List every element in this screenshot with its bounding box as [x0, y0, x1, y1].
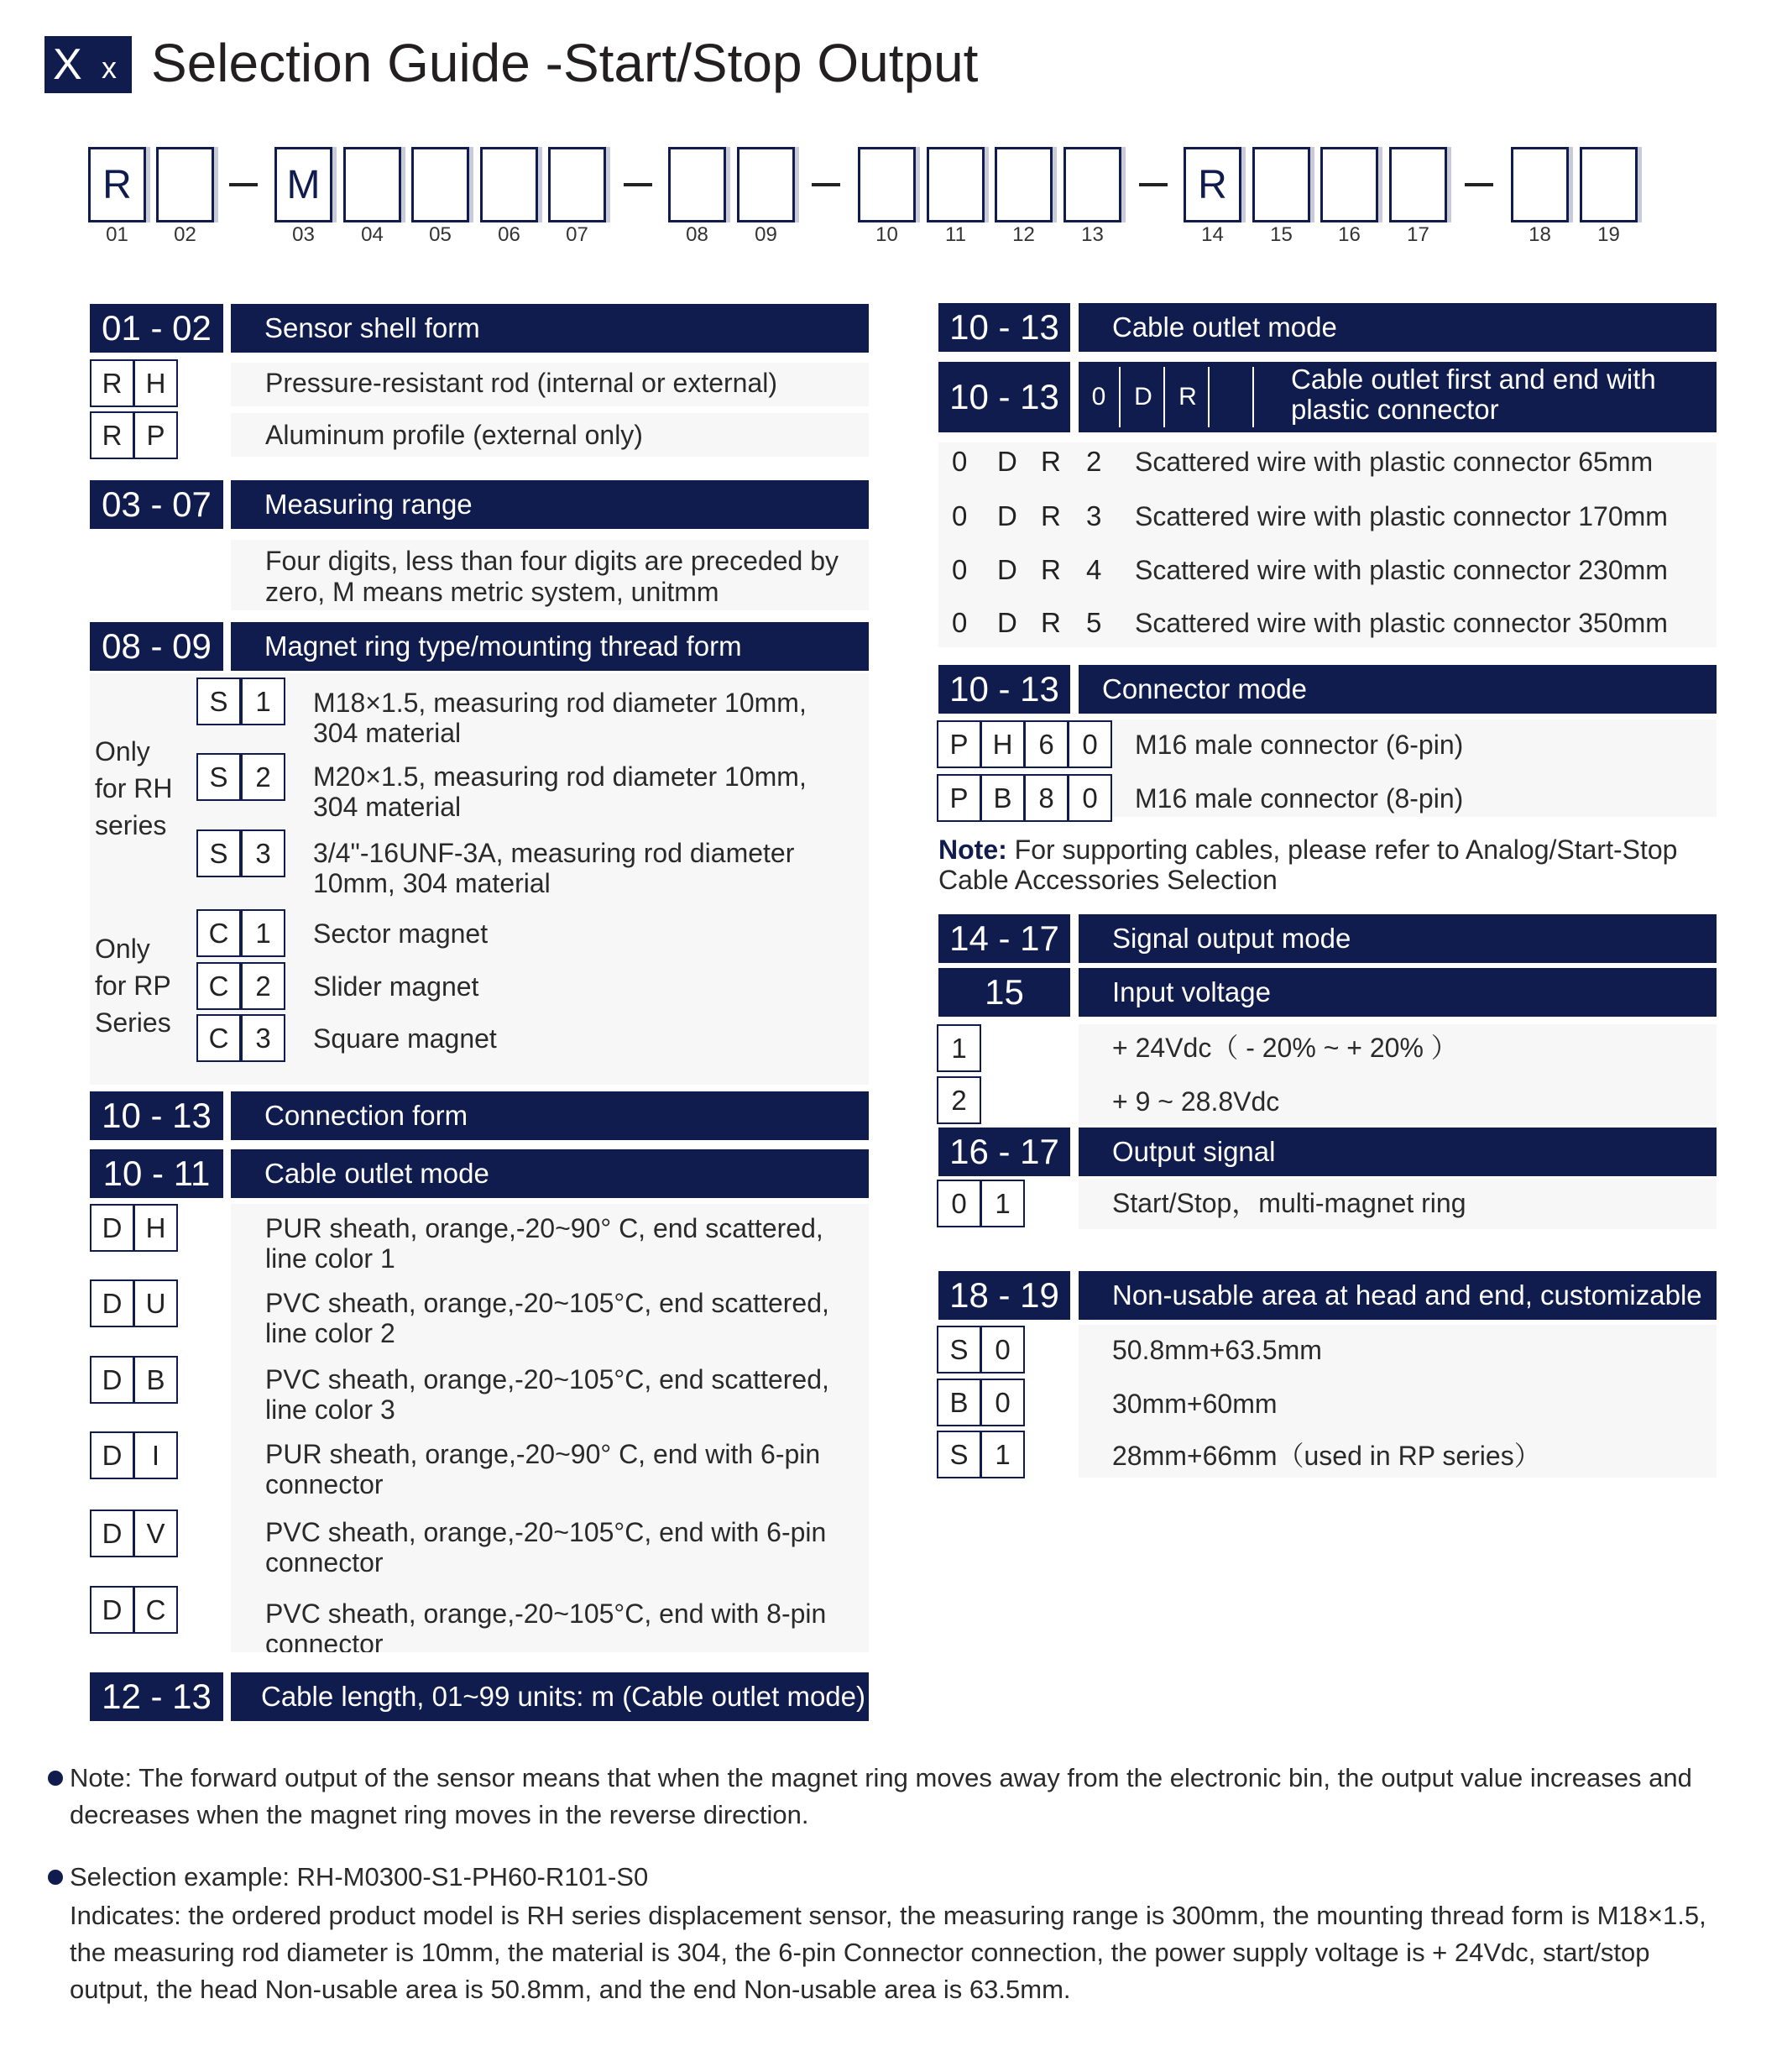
option-text: connector: [265, 1547, 384, 1578]
code-box-12: [995, 147, 1053, 222]
code-cell: 1: [241, 678, 285, 725]
code-cell: R: [90, 411, 134, 459]
code-cell: P: [937, 774, 981, 822]
code-position: 14: [1201, 223, 1224, 246]
bullet-icon: [48, 1771, 63, 1786]
code-cell: C: [196, 1014, 241, 1062]
section-tag-cable-mode: 10 - 11: [90, 1149, 223, 1198]
code-cell: D: [1123, 367, 1165, 427]
code-char: 0: [952, 607, 968, 638]
code-cell: S: [937, 1326, 981, 1373]
code-cell: 8: [1024, 774, 1069, 822]
option-text: Scattered wire with plastic connector 230mm: [1135, 555, 1668, 585]
code-box-09: [737, 147, 795, 222]
group-label-rp: Only: [95, 934, 150, 964]
code-dash: [624, 183, 652, 186]
option-text: + 9 ~ 28.8Vdc: [1112, 1086, 1280, 1117]
selection-explanation: the measuring rod diameter is 10mm, the material is 304, the 6-pin Connector connection, the power supply voltage is + 24Vdc, start/stop: [70, 1938, 1650, 1967]
code-box-11: [927, 147, 985, 222]
code-box-16: [1320, 147, 1378, 222]
code-position: 01: [106, 223, 128, 246]
brand-logo: [44, 36, 132, 93]
code-cell: U: [133, 1279, 178, 1327]
code-box-14: R: [1184, 147, 1241, 222]
code-cell: 3: [241, 829, 285, 877]
section-label-range: Measuring range: [231, 480, 869, 529]
code-cell: 0: [980, 1379, 1025, 1426]
code-cell: B: [133, 1356, 178, 1404]
code-cell: S: [196, 753, 241, 801]
code-cell: P: [133, 411, 178, 459]
code-box-10: [858, 147, 916, 222]
code-box-01: R: [88, 147, 146, 222]
code-char: R: [1041, 446, 1061, 477]
option-text: 3/4"-16UNF-3A, measuring rod diameter: [313, 838, 795, 868]
code-box-07: [548, 147, 606, 222]
option-text: + 24Vdc（ - 20% ~ + 20% ）: [1112, 1033, 1458, 1063]
section-tag-connector: 10 - 13: [938, 665, 1070, 714]
section-label-connector: Connector mode: [1079, 665, 1717, 714]
code-char: 2: [1086, 446, 1102, 477]
code-cell: 6: [1024, 720, 1069, 768]
code-position: 17: [1407, 223, 1429, 246]
code-box-15: [1252, 147, 1310, 222]
section-label-connection: Connection form: [231, 1091, 869, 1140]
code-char: 0: [952, 446, 968, 477]
code-dash: [1465, 183, 1493, 186]
option-text: zero, M means metric system, unitmm: [265, 577, 719, 607]
code-box-19: [1580, 147, 1638, 222]
note-forward-output: decreases when the magnet ring moves in the reverse direction.: [70, 1800, 809, 1829]
bullet-icon: [48, 1870, 63, 1885]
section-label-cable-length: Cable length, 01~99 units: m (Cable outlet mode): [231, 1672, 869, 1721]
option-text: M18×1.5, measuring rod diameter 10mm,: [313, 688, 807, 718]
code-cell: 3: [241, 1014, 285, 1062]
code-box-06: [480, 147, 538, 222]
option-text: Scattered wire with plastic connector 350mm: [1135, 608, 1668, 638]
group-label-rh: for RH: [95, 773, 173, 803]
label-line: plastic connector: [1291, 394, 1499, 425]
code-cell: D: [90, 1204, 134, 1252]
code-box-08: [668, 147, 726, 222]
option-text: Slider magnet: [313, 971, 479, 1002]
logo-letter-big: X: [53, 40, 82, 89]
code-box-02: [156, 147, 214, 222]
selection-explanation: Indicates: the ordered product model is RH series displacement sensor, the measuring range is 300mm, the mounting thread form is M18×1.5,: [70, 1901, 1706, 1930]
code-cell: B: [980, 774, 1025, 822]
option-text: PUR sheath, orange,-20~90° C, end scattered,: [265, 1213, 823, 1243]
section-label-magnet: Magnet ring type/mounting thread form: [231, 622, 869, 671]
section-label-voltage: Input voltage: [1079, 968, 1717, 1017]
connector-note: Cable Accessories Selection: [938, 865, 1278, 895]
code-cell: V: [133, 1510, 178, 1557]
code-cell: 1: [241, 909, 285, 957]
option-text: PVC sheath, orange,-20~105°C, end with 6-pin: [265, 1517, 827, 1547]
code-cell: 0: [937, 1180, 981, 1227]
code-position: 03: [292, 223, 315, 246]
code-position: 18: [1529, 223, 1551, 246]
section-label-outlet: Cable outlet mode: [1079, 303, 1717, 352]
code-cell: 1: [937, 1024, 981, 1072]
option-text: M20×1.5, measuring rod diameter 10mm,: [313, 761, 807, 792]
option-text: 30mm+60mm: [1112, 1389, 1278, 1419]
section-tag-plastic: 10 - 13: [938, 362, 1070, 432]
section-tag-connection: 10 - 13: [90, 1091, 223, 1140]
code-char: R: [1041, 500, 1061, 531]
code-dash: [229, 183, 258, 186]
option-text: 304 material: [313, 792, 462, 822]
section-label-cable-mode: Cable outlet mode: [231, 1149, 869, 1198]
code-box-04: [343, 147, 401, 222]
code-box-17: [1389, 147, 1447, 222]
code-cell: H: [133, 1204, 178, 1252]
option-text: line color 1: [265, 1243, 395, 1274]
option-text: Sector magnet: [313, 918, 489, 949]
code-cell: C: [196, 909, 241, 957]
code-cell: C: [196, 962, 241, 1010]
code-cell: D: [90, 1510, 134, 1557]
code-cell: 2: [241, 753, 285, 801]
group-label-rh: Only: [95, 736, 150, 767]
selection-example: Selection example: RH-M0300-S1-PH60-R101-S0: [70, 1862, 649, 1891]
option-text: PVC sheath, orange,-20~105°C, end scattered,: [265, 1364, 829, 1394]
option-text: 28mm+66mm（used in RP series）: [1112, 1441, 1541, 1471]
option-text: PVC sheath, orange,-20~105°C, end scattered,: [265, 1288, 829, 1318]
option-text: connector: [265, 1469, 384, 1499]
selection-explanation: output, the head Non-usable area is 50.8mm, and the end Non-usable area is 63.5mm.: [70, 1975, 1071, 2004]
section-label-plastic: [1257, 362, 1717, 432]
option-text: Start/Stop，multi-magnet ring: [1112, 1188, 1466, 1218]
section-tag-output: 16 - 17: [938, 1128, 1070, 1176]
code-dash: [812, 183, 840, 186]
option-text: line color 3: [265, 1394, 395, 1425]
section-tag-range: 03 - 07: [90, 480, 223, 529]
section-tag-cable-length: 12 - 13: [90, 1672, 223, 1721]
option-text: 10mm, 304 material: [313, 868, 551, 898]
code-position: 11: [945, 223, 966, 246]
code-box-18: [1511, 147, 1569, 222]
code-cell: [1212, 367, 1254, 427]
section-label-signal: Signal output mode: [1079, 914, 1717, 963]
code-cell: 0: [1068, 720, 1112, 768]
option-text: Four digits, less than four digits are preceded by: [265, 546, 839, 576]
code-position: 05: [429, 223, 452, 246]
option-text: connector: [265, 1629, 384, 1652]
code-cell: 2: [241, 962, 285, 1010]
code-char: D: [997, 607, 1017, 638]
code-position: 12: [1012, 223, 1035, 246]
code-cell: I: [133, 1431, 178, 1479]
code-dash: [1139, 183, 1168, 186]
code-char: 3: [1086, 500, 1102, 531]
option-text: Pressure-resistant rod (internal or external): [265, 368, 778, 398]
code-cell: D: [90, 1356, 134, 1404]
code-char: 0: [952, 500, 968, 531]
code-cell: S: [196, 678, 241, 725]
logo-letter-small: x: [102, 50, 117, 85]
section-label-shell: Sensor shell form: [231, 304, 869, 353]
code-char: 5: [1086, 607, 1102, 638]
note-text: For supporting cables, please refer to Analog/Start-Stop: [1006, 835, 1678, 865]
code-char: D: [997, 554, 1017, 585]
code-cell: S: [937, 1431, 981, 1478]
code-position: 04: [361, 223, 384, 246]
option-text: PUR sheath, orange,-20~90° C, end with 6-pin: [265, 1439, 821, 1469]
code-cell: C: [133, 1586, 178, 1634]
code-position: 19: [1597, 223, 1620, 246]
option-text: Square magnet: [313, 1023, 497, 1054]
note-label: Note:: [938, 835, 1007, 865]
code-position: 02: [174, 223, 196, 246]
code-box-13: [1063, 147, 1121, 222]
group-label-rh: series: [95, 810, 167, 840]
code-char: D: [997, 500, 1017, 531]
code-position: 07: [566, 223, 588, 246]
option-text: 304 material: [313, 718, 462, 748]
code-position: 13: [1081, 223, 1104, 246]
code-position: 15: [1270, 223, 1293, 246]
option-text: M16 male connector (6-pin): [1135, 730, 1464, 760]
code-cell: D: [90, 1279, 134, 1327]
code-position: 06: [498, 223, 520, 246]
option-text: Scattered wire with plastic connector 65mm: [1135, 447, 1654, 477]
code-char: D: [997, 446, 1017, 477]
code-char: R: [1041, 607, 1061, 638]
option-text: Scattered wire with plastic connector 170mm: [1135, 501, 1668, 531]
section-tag-nonusable: 18 - 19: [938, 1271, 1070, 1320]
code-cell: 1: [980, 1431, 1025, 1478]
note-forward-output: Note: The forward output of the sensor means that when the magnet ring moves away from the electronic bin, the output value increases and: [70, 1763, 1692, 1792]
label-line: Cable outlet first and end with: [1291, 364, 1656, 395]
code-position: 09: [755, 223, 777, 246]
group-label-rp: for RP: [95, 971, 171, 1001]
code-cell: R: [1168, 367, 1210, 427]
code-box-05: [411, 147, 469, 222]
code-cell: P: [937, 720, 981, 768]
section-tag-voltage: 15: [938, 968, 1070, 1017]
option-text: Aluminum profile (external only): [265, 420, 643, 450]
code-cell: D: [90, 1586, 134, 1634]
code-cell: H: [133, 359, 178, 407]
connector-note: [938, 835, 1677, 866]
section-label-output: Output signal: [1079, 1128, 1717, 1176]
code-cell: 2: [937, 1076, 981, 1124]
code-position: 16: [1338, 223, 1361, 246]
section-tag-magnet: 08 - 09: [90, 622, 223, 671]
page-title: Selection Guide -Start/Stop Output: [151, 33, 979, 93]
code-char: R: [1041, 554, 1061, 585]
section-tag-signal: 14 - 17: [938, 914, 1070, 963]
code-cell: 0: [1068, 774, 1112, 822]
code-position: 08: [686, 223, 708, 246]
code-char: 4: [1086, 554, 1102, 585]
code-cell: S: [196, 829, 241, 877]
option-text: line color 2: [265, 1318, 395, 1348]
code-cell: D: [90, 1431, 134, 1479]
code-cell: 0: [1079, 367, 1121, 427]
code-char: 0: [952, 554, 968, 585]
group-label-rp: Series: [95, 1007, 171, 1038]
option-text: 50.8mm+63.5mm: [1112, 1335, 1322, 1365]
code-cell: 0: [980, 1326, 1025, 1373]
section-label-nonusable: Non-usable area at head and end, customizable: [1079, 1271, 1717, 1320]
code-position: 10: [875, 223, 898, 246]
code-cell: 1: [980, 1180, 1025, 1227]
code-cell: R: [90, 359, 134, 407]
code-box-03: M: [274, 147, 332, 222]
section-tag-outlet: 10 - 13: [938, 303, 1070, 352]
code-cell: B: [937, 1379, 981, 1426]
section-tag-shell: 01 - 02: [90, 304, 223, 353]
option-text: M16 male connector (8-pin): [1135, 783, 1464, 814]
option-text: PVC sheath, orange,-20~105°C, end with 8-pin: [265, 1598, 827, 1629]
code-cell: H: [980, 720, 1025, 768]
